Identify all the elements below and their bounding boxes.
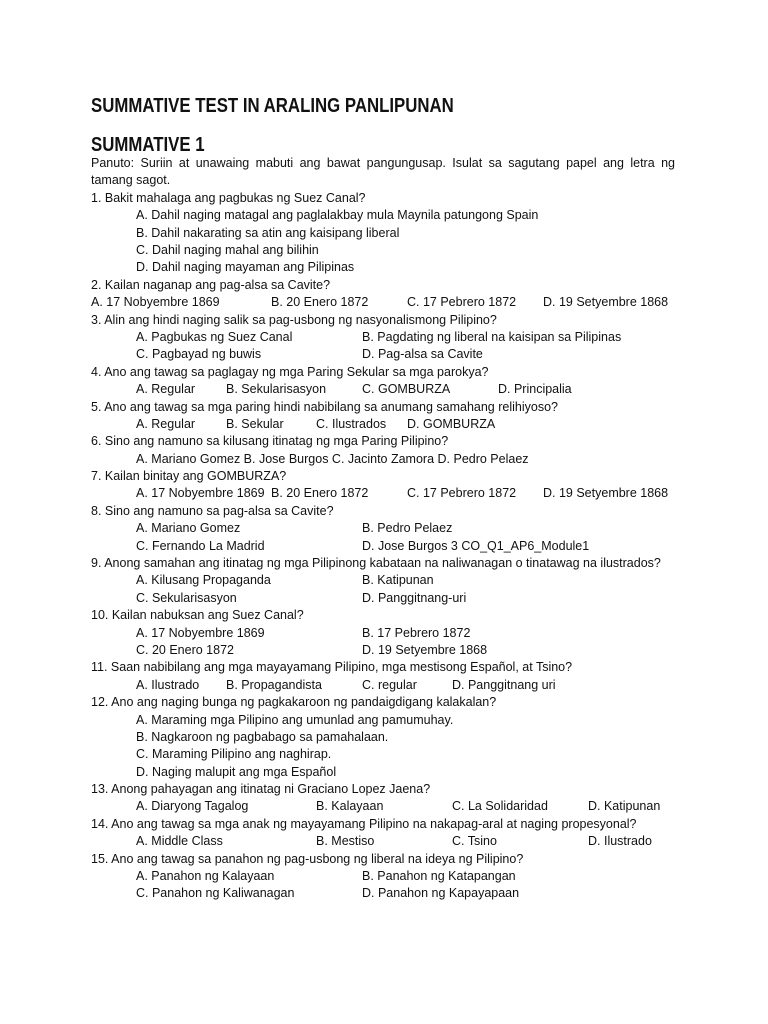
choice-b: B. Kalayaan: [316, 799, 384, 814]
question-10: 10. Kailan nabuksan ang Suez Canal?: [91, 608, 304, 623]
choice-d: D. Pag-alsa sa Cavite: [362, 347, 483, 362]
choice-row: [91, 885, 675, 902]
choice-row: [91, 764, 675, 781]
choice-b: B. 17 Pebrero 1872: [362, 625, 471, 640]
choice-row: [91, 346, 675, 363]
question-1: 1. Bakit mahalaga ang pagbukas ng Suez Canal?: [91, 190, 366, 205]
choice-b: B. Sekular: [226, 416, 284, 431]
choice-d: D. Principalia: [498, 382, 572, 397]
choice-d: D. 19 Setyembre 1868: [362, 642, 488, 657]
choice-a: A. Middle Class: [136, 834, 223, 849]
choice-d: D. Ilustrado: [588, 834, 652, 849]
choice-row: [91, 677, 675, 694]
choice-b: B. Katipunan: [362, 573, 434, 588]
question-2: 2. Kailan naganap ang pag-alsa sa Cavite?: [91, 277, 331, 292]
choice-row: [91, 625, 675, 642]
choice-b: B. Pagdating ng liberal na kaisipan sa Pilipinas: [362, 329, 622, 344]
choice-d: D. Naging malupit ang mga Español: [136, 764, 337, 779]
choice-c: C. Ilustrados: [316, 416, 387, 431]
question-9: 9. Anong samahan ang itinatag ng mga Pilipinong kabataan na naliwanagan o tinatawag na ilustrados?: [91, 556, 661, 571]
choice-c: C. Maraming Pilipino ang naghirap.: [136, 747, 332, 762]
choice-row: [91, 642, 675, 659]
choice-row: [91, 294, 675, 311]
choice-row: [91, 712, 675, 729]
choice-c: C. regular: [362, 677, 417, 692]
choice-c: C. Panahon ng Kaliwanagan: [136, 886, 295, 901]
choice-row: [91, 225, 675, 242]
choice-row: [91, 381, 675, 398]
question-12: 12. Ano ang naging bunga ng pagkakaroon ng pandaigdigang kalakalan?: [91, 695, 497, 710]
choice-c: C. Pagbayad ng buwis: [136, 347, 262, 362]
choice-c: C. La Solidaridad: [452, 799, 548, 814]
question-8: 8. Sino ang namuno sa pag-alsa sa Cavite?: [91, 503, 334, 518]
choice-row: [91, 538, 675, 555]
choice-row: [91, 729, 675, 746]
choice-c: C. Fernando La Madrid: [136, 538, 265, 553]
choice-d: D. Dahil naging mayaman ang Pilipinas: [136, 260, 355, 275]
choice-b: B. Propagandista: [226, 677, 322, 692]
choice-c: C. Tsino: [452, 834, 497, 849]
choice-b: B. Mestiso: [316, 834, 375, 849]
choice-b: B. Pedro Pelaez: [362, 521, 453, 536]
choice-b: B. 20 Enero 1872: [271, 486, 369, 501]
question-15: 15. Ano ang tawag sa panahon ng pag-usbong ng liberal na ideya ng Pilipino?: [91, 851, 524, 866]
choice-d: D. Panahon ng Kapayapaan: [362, 886, 520, 901]
choice-c: C. 20 Enero 1872: [136, 642, 234, 657]
choice-a: A. Diaryong Tagalog: [136, 799, 249, 814]
choice-a: A. Regular: [136, 416, 196, 431]
choice-d: D. Katipunan: [588, 799, 661, 814]
choice-b: B. 20 Enero 1872: [271, 295, 369, 310]
choice-row: [91, 868, 675, 885]
question-4: 4. Ano ang tawag sa paglagay ng mga Paring Sekular sa mga parokya?: [91, 364, 489, 379]
choice-row: [91, 520, 675, 537]
choice-c: C. 17 Pebrero 1872: [407, 295, 517, 310]
document-title: SUMMATIVE TEST IN ARALING PANLIPUNAN: [91, 95, 454, 117]
choice-b: B. Nagkaroon ng pagbabago sa pamahalaan.: [136, 729, 389, 744]
choice-row: [91, 590, 675, 607]
choice-c: C. 17 Pebrero 1872: [407, 486, 517, 501]
choice-row: [91, 798, 675, 815]
choice-a: A. 17 Nobyembre 1869: [91, 295, 220, 310]
choice-row: [91, 451, 675, 468]
choice-d: D. Jose Burgos 3 CO_Q1_AP6_Module1: [362, 538, 590, 553]
choice-row: [91, 242, 675, 259]
choice-c: C. GOMBURZA: [362, 382, 451, 397]
choice-b: B. Sekularisasyon: [226, 382, 327, 397]
choice-row: [91, 572, 675, 589]
choice-a: A. Panahon ng Kalayaan: [136, 869, 275, 884]
choice-a: A. Mariano Gomez: [136, 521, 241, 536]
question-13: 13. Anong pahayagan ang itinatag ni Graciano Lopez Jaena?: [91, 782, 431, 797]
document-body: [91, 155, 675, 903]
choice-a: A. 17 Nobyembre 1869: [136, 625, 265, 640]
choice-a: A. 17 Nobyembre 1869: [136, 486, 265, 501]
choice-b: B. Panahon ng Katapangan: [362, 869, 516, 884]
choice-d: D. GOMBURZA: [407, 416, 496, 431]
question-7: 7. Kailan binitay ang GOMBURZA?: [91, 469, 287, 484]
choice-d: D. Panggitnang uri: [452, 677, 556, 692]
instructions: Panuto: Suriin at unawaing mabuti ang bawat pangungusap. Isulat sa sagutang papel ang letra ng tamang sagot.: [91, 156, 675, 188]
document-subtitle: SUMMATIVE 1: [91, 134, 205, 156]
choices-all: A. Mariano Gomez B. Jose Burgos C. Jacinto Zamora D. Pedro Pelaez: [136, 451, 529, 466]
question-3: 3. Alin ang hindi naging salik sa pag-usbong ng nasyonalismong Pilipino?: [91, 312, 497, 327]
choice-b: B. Dahil nakarating sa atin ang kaisipang liberal: [136, 225, 400, 240]
question-14: 14. Ano ang tawag sa mga anak ng mayayamang Pilipino na nakapag-aral at naging propesyonal?: [91, 816, 637, 831]
choice-row: [91, 746, 675, 763]
choice-c: C. Sekularisasyon: [136, 590, 237, 605]
question-5: 5. Ano ang tawag sa mga paring hindi nabibilang sa anumang samahang relihiyoso?: [91, 399, 558, 414]
choice-c: C. Dahil naging mahal ang bilihin: [136, 242, 319, 257]
choice-row: [91, 207, 675, 224]
question-11: 11. Saan nabibilang ang mga mayayamang Pilipino, mga mestisong Español, at Tsino?: [91, 660, 573, 675]
choice-a: A. Dahil naging matagal ang paglalakbay mula Maynila patungong Spain: [136, 208, 539, 223]
choice-row: [91, 259, 675, 276]
choice-a: A. Pagbukas ng Suez Canal: [136, 329, 293, 344]
choice-d: D. 19 Setyembre 1868: [543, 295, 669, 310]
choice-a: A. Regular: [136, 382, 196, 397]
choice-a: A. Maraming mga Pilipino ang umunlad ang pamumuhay.: [136, 712, 454, 727]
question-6: 6. Sino ang namuno sa kilusang itinatag ng mga Paring Pilipino?: [91, 434, 449, 449]
choice-row: [91, 416, 675, 433]
choice-a: A. Kilusang Propaganda: [136, 573, 271, 588]
choice-row: [91, 833, 675, 850]
choice-d: D. Panggitnang-uri: [362, 590, 467, 605]
choice-row: [91, 485, 675, 502]
choice-a: A. Ilustrado: [136, 677, 200, 692]
choice-d: D. 19 Setyembre 1868: [543, 486, 669, 501]
choice-row: [91, 329, 675, 346]
